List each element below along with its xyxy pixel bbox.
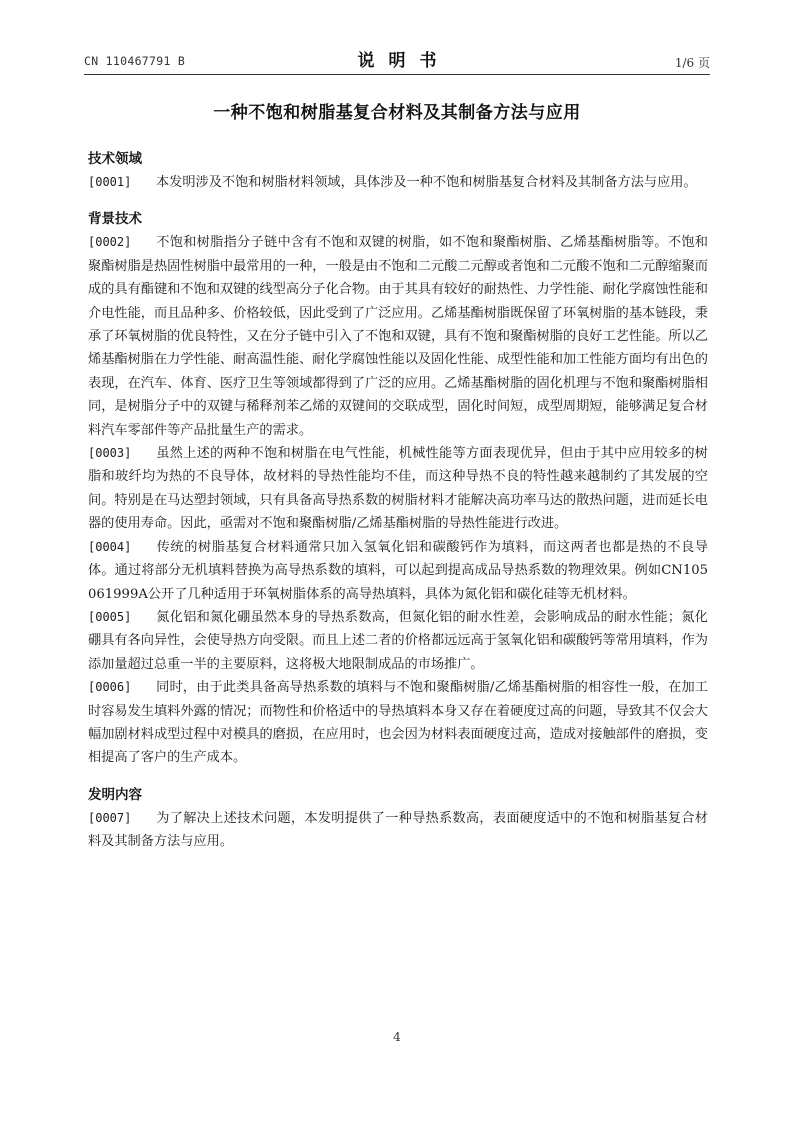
paragraph-number: [0003]: [88, 446, 132, 461]
paragraph-text: 氮化铝和氮化硼虽然本身的导热系数高，但氮化铝的耐水性差，会影响成品的耐水性能；氮化硼具有各向异性，会使导热方向受限。而且上述二者的价格都远远高于氢氧化铝和碳酸钙等常用填料，作为添加量超过总重一半的主要原料，这将极大地限制成品的市场推广。: [88, 609, 708, 672]
page-header: [84, 44, 710, 75]
paragraph-number: [0004]: [88, 539, 132, 554]
document-body: [88, 148, 708, 868]
section-heading: 技术领域: [88, 151, 142, 167]
paragraph: [88, 807, 708, 854]
publication-number: CN 110467791 B: [84, 54, 186, 68]
paragraph-text: 为了解决上述技术问题，本发明提供了一种导热系数高，表面硬度适中的不饱和树脂基复合材料及其制备方法与应用。: [88, 810, 708, 850]
paragraph-number: [0002]: [88, 235, 132, 250]
paragraph: [88, 606, 708, 676]
paragraph-number: [0001]: [88, 175, 132, 189]
section-heading: 发明内容: [88, 786, 142, 803]
section-technical-field: [88, 148, 708, 194]
paragraph-text: 虽然上述的两种不饱和树脂在电气性能，机械性能等方面表现优异，但由于其中应用较多的树脂和玻纤均为热的不良导体，故材料的导热性能均不佳，而这种导热不良的特性越来越制约了其发展的空间。特别是在马达塑封领域，只有具备高导热系数的树脂材料才能解决高功率马达的散热问题，进而延长电器的使用寿命。因此，亟需对不饱和聚酯树脂/乙烯基酯树脂的导热性能进行改进。: [88, 446, 708, 532]
page-count: 1/6 页: [674, 56, 710, 70]
paragraph: [88, 676, 708, 770]
section-summary: [88, 784, 708, 854]
document-type-title: 说明书: [357, 51, 451, 71]
paragraph-text: 本发明涉及不饱和树脂材料领域，具体涉及一种不饱和树脂基复合材料及其制备方法与应用。: [156, 175, 697, 190]
page-number: 4: [393, 1030, 401, 1044]
document-title: 一种不饱和树脂基复合材料及其制备方法与应用: [213, 103, 581, 123]
paragraph-number: [0006]: [88, 680, 132, 695]
paragraph-text: 不饱和树脂指分子链中含有不饱和双键的树脂，如不饱和聚酯树脂、乙烯基酯树脂等。不饱和聚酯树脂是热固性树脂中最常用的一种，一般是由不饱和二元酸二元醇或者饱和二元酸不饱和二元醇缩聚而成的具有酯键和不饱和双键的线型高分子化合物。由于其具有较好的耐热性、力学性能、耐化学腐蚀性能和介电性能，而且品种多、价格较低，因此受到了广泛应用。乙烯基酯树脂既保留了环氧树脂的基本链段，秉承了环氧树脂的优良特性，又在分子链中引入了不饱和双键，具有不饱和聚酯树脂的良好工艺性能。所以乙烯基酯树脂在力学性能、耐高温性能、耐化学腐蚀性能以及固化性能、成型性能和加工性能方面均有出色的表现，在汽车、体育、医疗卫生等领域都得到了广泛的应用。乙烯基酯树脂的固化机理与不饱和聚酯树脂相同，是树脂分子中的双键与稀释剂苯乙烯的双键间的交联成型，固化时间短，成型周期短，能够满足复合材料汽车零部件等产品批量生产的需求。: [88, 235, 708, 438]
paragraph-text: 传统的树脂基复合材料通常只加入氢氧化铝和碳酸钙作为填料，而这两者也都是热的不良导体。通过将部分无机填料替换为高导热系数的填料，可以起到提高成品导热系数的物理效果。例如CN105061999A公开了几种适用于环氧树脂体系的高导热填料，具体为氮化铝和碳化硅等无机材料。: [88, 539, 708, 602]
section-heading: 背景技术: [88, 211, 142, 228]
paragraph-number: [0005]: [88, 609, 132, 624]
paragraph-text: 同时，由于此类具备高导热系数的填料与不饱和聚酯树脂/乙烯基酯树脂的相容性一般，在加工时容易发生填料外露的情况；而物性和价格适中的导热填料本身又存在着硬度过高的问题，导致其不仅会大幅加剧材料成型过程中对模具的磨损，在应用时，也会因为材料表面硬度过高，造成对接触部件的磨损，变相提高了客户的生产成本。: [88, 680, 708, 766]
paragraph: [88, 231, 708, 442]
paragraph: [88, 171, 708, 194]
paragraph: [88, 442, 708, 536]
paragraph: [88, 536, 708, 606]
section-background: [88, 208, 708, 769]
paragraph-number: [0007]: [88, 810, 132, 825]
